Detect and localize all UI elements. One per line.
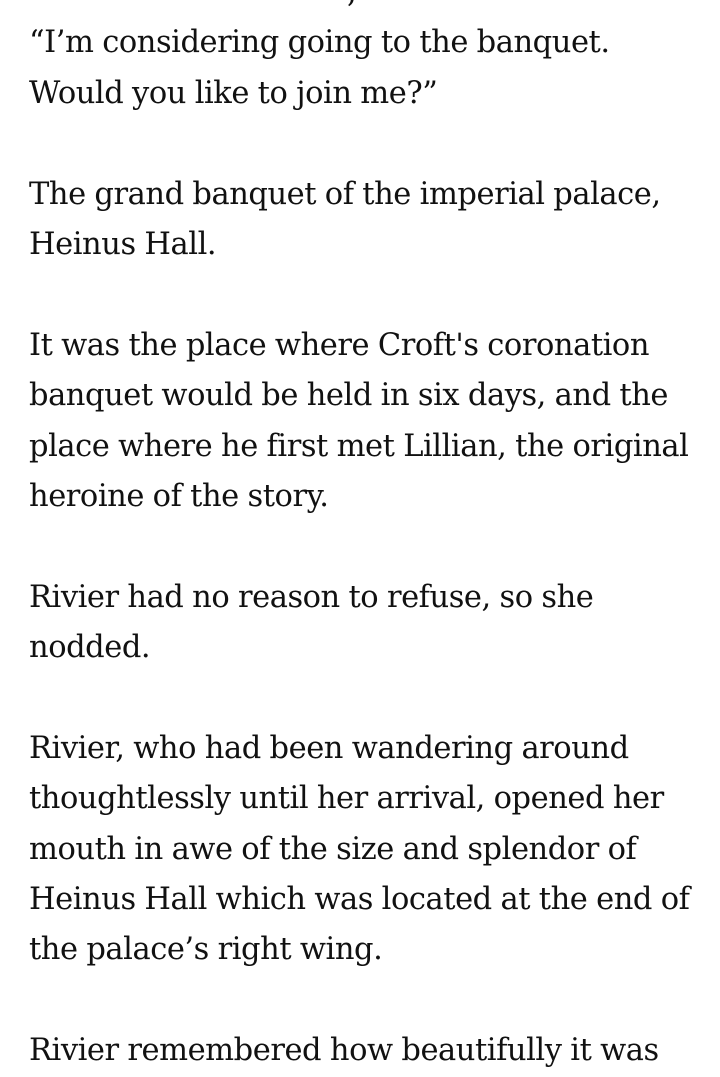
paragraph-3-line-2: banquet would be held in six days, and the <box>29 378 669 414</box>
paragraph-1-line-2: Would you like to join me?” <box>29 75 438 111</box>
paragraph-5-line-4: Heinus Hall which was located at the end of <box>29 882 690 918</box>
paragraph-gap <box>29 673 709 723</box>
paragraph-2-line-2: Heinus Hall. <box>29 226 217 262</box>
paragraph-3-line-1: It was the place where Croft's coronation <box>29 327 650 363</box>
paragraph-gap <box>29 522 709 572</box>
paragraph-5-line-1: Rivier, who had been wandering around <box>29 730 629 766</box>
paragraph-gap <box>29 976 709 1026</box>
paragraph-2-line-1: The grand banquet of the imperial palace, <box>29 176 661 212</box>
paragraph-4-line-2: nodded. <box>29 630 151 666</box>
story-text <box>29 0 709 1077</box>
paragraph-5-line-5: the palace’s right wing. <box>29 932 383 968</box>
paragraph-3-line-4: heroine of the story. <box>29 478 329 514</box>
cutoff-top-line <box>29 0 709 18</box>
paragraph-4-line-1: Rivier had no reason to refuse, so she <box>29 579 594 615</box>
paragraph-6-line-1-cutoff: Rivier remembered how beautifully it was <box>29 1033 659 1069</box>
paragraph-5-line-2: thoughtlessly until her arrival, opened her <box>29 781 664 817</box>
paragraph-3-line-3: place where he first met Lillian, the original <box>29 428 689 464</box>
paragraph-1-line-1: “I’m considering going to the banquet. <box>29 25 610 61</box>
paragraph-gap <box>29 119 709 169</box>
paragraph-5-line-3: mouth in awe of the size and splendor of <box>29 831 637 867</box>
paragraph-gap <box>29 270 709 320</box>
